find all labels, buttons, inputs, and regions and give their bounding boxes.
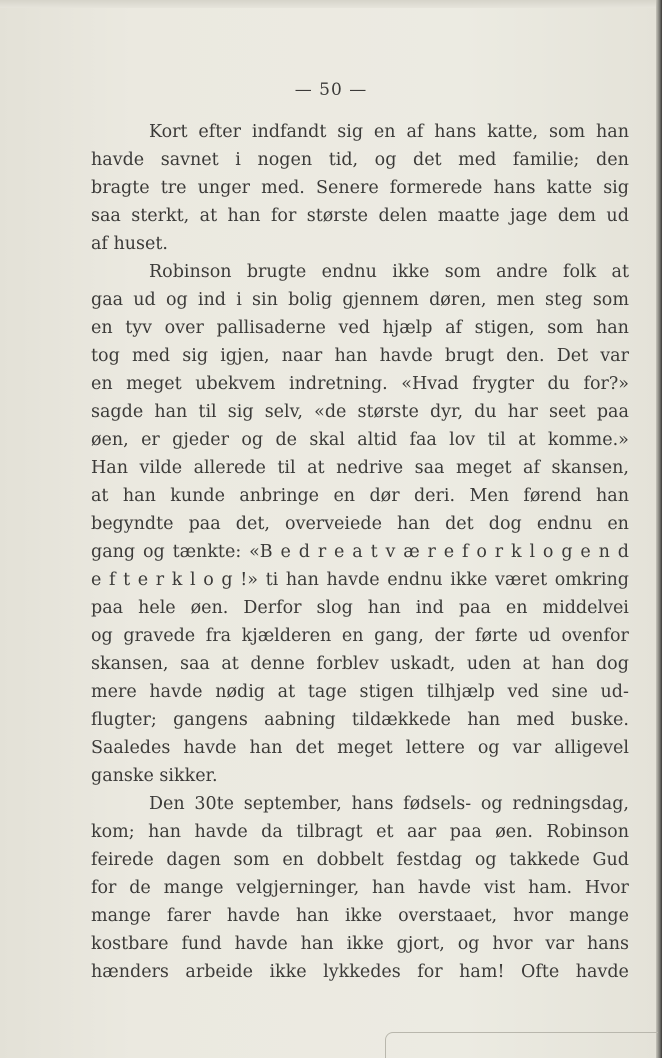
text-line: e f t e r k l o g !» ti han havde endnu ikke været omkring [91, 570, 629, 590]
text-line: saa sterkt, at han for største delen maatte jage dem ud [91, 206, 629, 226]
text-line: ganske sikker. [91, 766, 218, 786]
text-line: Han vilde allerede til at nedrive saa meget af skansen, [91, 458, 629, 478]
text-line: mange farer havde han ikke overstaaet, hvor mange [91, 906, 629, 926]
text-line: en meget ubekvem indretning. «Hvad frygter du for?» [91, 374, 629, 394]
text-line: Kort efter indfandt sig en af hans katte, som han [149, 122, 629, 142]
page-corner-mark [385, 1032, 658, 1058]
text-line: gang og tænkte: «B e d r e a t v æ r e f o r k l o g e n d [91, 542, 629, 562]
page-top-edge [0, 0, 662, 8]
body-text [91, 118, 629, 986]
text-line: øen, er gjeder og de skal altid faa lov til at komme.» [91, 430, 629, 450]
text-line: kom; han havde da tilbragt et aar paa øen. Robinson [91, 822, 629, 842]
text-line: en tyv over pallisaderne ved hjælp af stigen, som han [91, 318, 629, 338]
text-line: paa hele øen. Derfor slog han ind paa en middelvei [91, 598, 629, 618]
text-line: hænders arbeide ikke lykkedes for ham! Ofte havde [91, 962, 629, 982]
text-line: skansen, saa at denne forblev uskadt, uden at han dog [91, 654, 629, 674]
text-line: flugter; gangens aabning tildækkede han med buske. [91, 710, 629, 730]
text-line: for de mange velgjerninger, han havde vist ham. Hvor [91, 878, 629, 898]
text-line: bragte tre unger med. Senere formerede hans katte sig [91, 178, 629, 198]
text-line: Robinson brugte endnu ikke som andre folk at [149, 262, 629, 282]
text-line: havde savnet i nogen tid, og det med familie; den [91, 150, 629, 170]
text-line: og gravede fra kjælderen en gang, der førte ud ovenfor [91, 626, 629, 646]
text-line: at han kunde anbringe en dør deri. Men førend han [91, 486, 629, 506]
text-line: kostbare fund havde han ikke gjort, og hvor var hans [91, 934, 629, 954]
text-line: Saaledes havde han det meget lettere og var alligevel [91, 738, 629, 758]
text-line: begyndte paa det, overveiede han det dog endnu en [91, 514, 629, 534]
text-line: mere havde nødig at tage stigen tilhjælp ved sine ud- [91, 682, 629, 702]
text-line: af huset. [91, 234, 168, 254]
page-number: — 50 — [294, 80, 368, 100]
page-right-edge [656, 0, 662, 1058]
text-line: tog med sig igjen, naar han havde brugt den. Det var [91, 346, 629, 366]
text-line: gaa ud og ind i sin bolig gjennem døren, men steg som [91, 290, 629, 310]
text-line: sagde han til sig selv, «de største dyr, du har seet paa [91, 402, 629, 422]
text-line: feirede dagen som en dobbelt festdag og takkede Gud [91, 850, 629, 870]
text-line: Den 30te september, hans fødsels- og redningsdag, [149, 794, 629, 814]
